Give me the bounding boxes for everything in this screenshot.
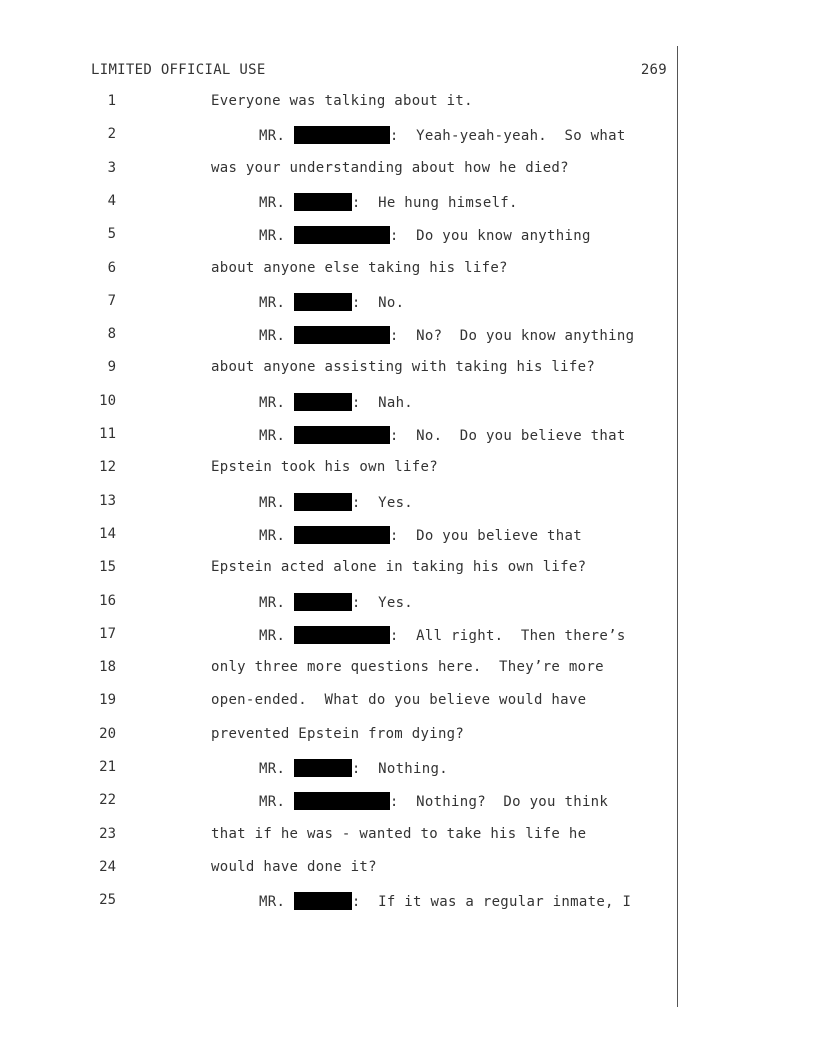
continuation-line: was your understanding about how he died? [211, 159, 569, 176]
redaction-box [294, 426, 390, 444]
speech-text: : He hung himself. [351, 194, 518, 211]
line-number: 22 [99, 792, 116, 809]
speaker-line [259, 293, 404, 311]
speech-text: : Nah. [351, 394, 414, 411]
transcript-line [0, 659, 816, 679]
transcript-line [0, 426, 816, 446]
speaker-line [259, 526, 582, 544]
speaker-title: MR. [259, 394, 286, 411]
transcript-line [0, 559, 816, 579]
redaction-box [294, 126, 390, 144]
speaker-title: MR. [259, 794, 286, 811]
line-number: 10 [99, 392, 116, 409]
continuation-line: about anyone assisting with taking his life? [211, 359, 596, 376]
speaker-line [259, 126, 626, 144]
redaction-box [294, 326, 390, 344]
transcript-line [0, 126, 816, 146]
speaker-line [259, 626, 626, 644]
line-number: 16 [99, 592, 116, 609]
line-number: 17 [99, 625, 116, 642]
continuation-line: about anyone else taking his life? [211, 259, 508, 276]
redaction-box [294, 393, 352, 411]
speech-text: : Nothing. [351, 761, 448, 777]
transcript-line [0, 459, 816, 479]
continuation-line: Epstein acted alone in taking his own life? [211, 559, 587, 576]
redaction-box [294, 493, 352, 511]
speaker-title: MR. [259, 228, 286, 245]
speaker-title: MR. [259, 761, 286, 777]
speaker-title: MR. [259, 527, 286, 544]
speaker-title: MR. [259, 194, 286, 211]
speech-text: : Yes. [351, 494, 414, 511]
line-number: 19 [99, 692, 116, 709]
redaction-box [294, 892, 352, 910]
speaker-title: MR. [259, 494, 286, 511]
line-number: 13 [99, 492, 116, 509]
speaker-title: MR. [259, 627, 286, 644]
continuation-line: Epstein took his own life? [211, 459, 438, 476]
line-number: 11 [99, 426, 116, 442]
line-number: 3 [107, 159, 116, 176]
speaker-line [259, 892, 631, 910]
speech-text: : No? Do you know anything [389, 328, 635, 345]
transcript-line [0, 293, 816, 313]
line-number: 9 [107, 359, 116, 376]
transcript-line [0, 93, 816, 113]
line-number: 6 [107, 259, 116, 276]
line-number: 24 [99, 858, 116, 875]
speaker-title: MR. [259, 594, 286, 611]
speech-text: : Yes. [351, 594, 414, 611]
speaker-title: MR. [259, 428, 286, 444]
line-number: 14 [99, 525, 116, 542]
speaker-line [259, 759, 448, 777]
line-number: 5 [107, 226, 116, 243]
line-number: 7 [107, 292, 116, 309]
speech-text: : If it was a regular inmate, I [351, 894, 632, 911]
transcript-line [0, 626, 816, 646]
transcript-line [0, 526, 816, 546]
speech-text: : Yeah-yeah-yeah. So what [389, 128, 626, 145]
speaker-line [259, 393, 413, 411]
line-number: 8 [107, 326, 116, 343]
continuation-line: would have done it? [211, 858, 377, 875]
transcript-line [0, 359, 816, 379]
speaker-line [259, 593, 413, 611]
transcript-line [0, 892, 816, 912]
transcript-line [0, 193, 816, 213]
transcript-line [0, 759, 816, 779]
speaker-title: MR. [259, 294, 286, 311]
transcript-line [0, 826, 816, 846]
redaction-box [294, 193, 352, 211]
speech-text: : No. Do you believe that [389, 428, 626, 444]
redaction-box [294, 526, 390, 544]
continuation-line: that if he was - wanted to take his life he [211, 825, 587, 842]
speaker-line [259, 226, 591, 244]
transcript-line [0, 493, 816, 513]
redaction-box [294, 792, 390, 810]
line-number: 15 [99, 559, 116, 576]
speaker-line [259, 193, 518, 211]
transcript-line [0, 326, 816, 346]
transcript-line [0, 260, 816, 280]
speaker-title: MR. [259, 894, 286, 911]
redaction-box [294, 593, 352, 611]
redaction-box [294, 293, 352, 311]
speech-text: : Nothing? Do you think [389, 794, 609, 811]
speaker-line [259, 426, 626, 444]
speaker-line [259, 792, 608, 810]
line-number: 2 [107, 126, 116, 143]
classification-header: LIMITED OFFICIAL USE [91, 62, 266, 78]
speech-text: : All right. Then there’s [389, 627, 626, 644]
continuation-line: open-ended. What do you believe would have [211, 692, 587, 709]
line-number: 25 [99, 892, 116, 909]
redaction-box [294, 759, 352, 777]
line-number: 23 [99, 825, 116, 842]
transcript-line [0, 226, 816, 246]
transcript-line [0, 593, 816, 613]
transcript-line [0, 393, 816, 413]
transcript-line [0, 160, 816, 180]
transcript-line [0, 859, 816, 879]
speaker-title: MR. [259, 128, 286, 145]
line-number: 12 [99, 459, 116, 476]
page-number: 269 [640, 62, 667, 78]
line-number: 1 [107, 93, 116, 109]
transcript-line [0, 726, 816, 746]
continuation-line: Everyone was talking about it. [211, 93, 473, 109]
continuation-line: only three more questions here. They’re more [211, 659, 604, 676]
line-number: 18 [99, 659, 116, 676]
speech-text: : Do you know anything [389, 228, 591, 245]
speech-text: : No. [351, 294, 405, 311]
speaker-line [259, 493, 413, 511]
line-number: 4 [107, 192, 116, 209]
line-number: 20 [99, 725, 116, 742]
transcript-line [0, 792, 816, 812]
speaker-line [259, 326, 634, 344]
transcript-line [0, 692, 816, 712]
redaction-box [294, 226, 390, 244]
line-number: 21 [99, 759, 116, 775]
redaction-box [294, 626, 390, 644]
speech-text: : Do you believe that [389, 527, 582, 544]
continuation-line: prevented Epstein from dying? [211, 725, 465, 742]
speaker-title: MR. [259, 328, 286, 345]
